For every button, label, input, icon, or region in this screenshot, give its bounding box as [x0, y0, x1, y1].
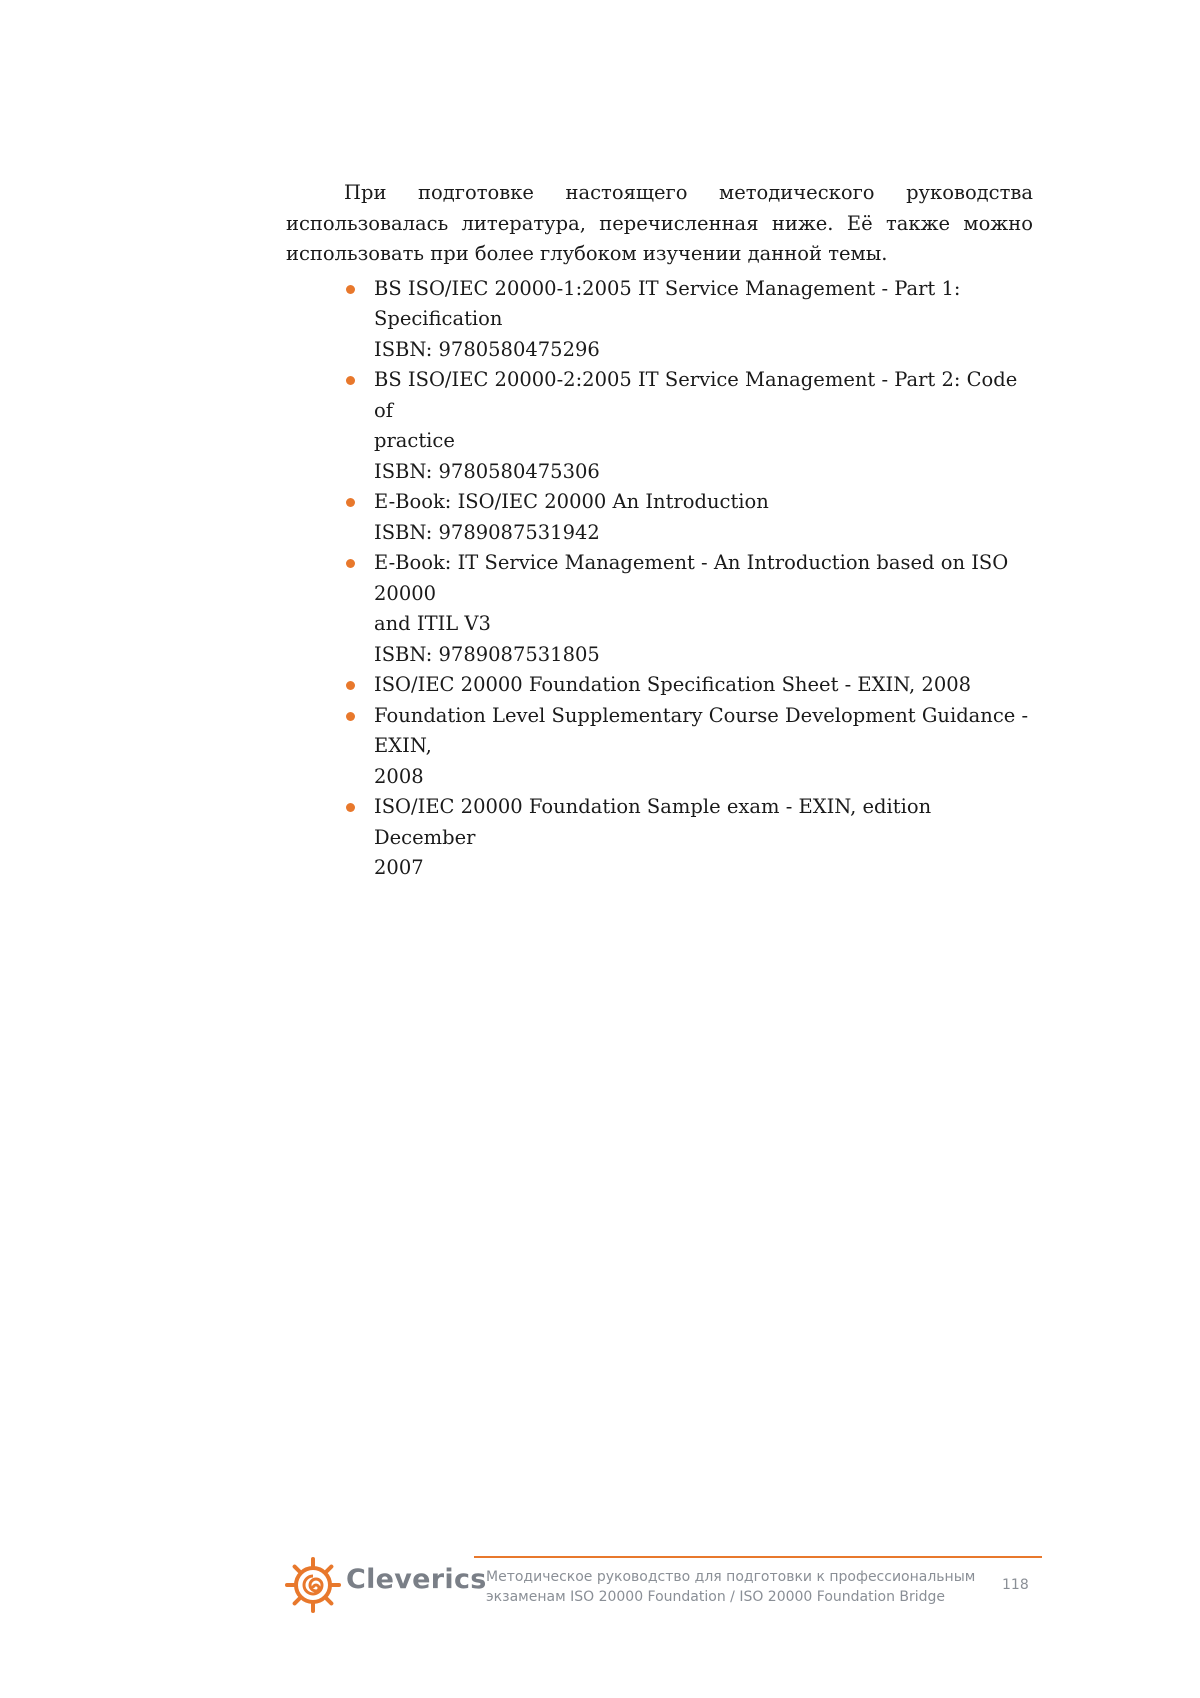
reference-line: ISBN: 9780580475306 [374, 459, 600, 483]
bullet-icon [346, 712, 355, 721]
reference-line: ISBN: 9789087531942 [374, 520, 600, 544]
reference-line: and ITIL V3 [374, 612, 491, 635]
bullet-icon [346, 559, 355, 568]
reference-line: practice [374, 429, 455, 452]
reference-line: E-Book: ISO/IEC 20000 An Introduction [374, 490, 769, 513]
bullet-icon [346, 681, 355, 690]
list-item [374, 792, 1033, 884]
footer-caption-line: экзаменам ISO 20000 Foundation / ISO 20000 Foundation Bridge [486, 1589, 946, 1605]
page-body [286, 178, 1033, 884]
list-item [374, 365, 1033, 487]
reference-line: 2008 [374, 764, 424, 788]
list-item [374, 548, 1033, 670]
reference-line: E-Book: IT Service Management - An Introduction based on ISO 20000 [374, 551, 1009, 605]
page-footer [280, 1552, 1050, 1622]
reference-line: Foundation Level Supplementary Course Development Guidance - EXIN, [374, 703, 1029, 757]
intro-paragraph: При подготовке настоящего методического руководства использовалась литература, перечисленная ниже. Её также можно использовать при более глубоком изучении данной темы. [286, 181, 1033, 265]
reference-line: ISO/IEC 20000 Foundation Specification Sheet - EXIN, 2008 [374, 673, 972, 696]
reference-line: 2007 [374, 856, 424, 879]
footer-caption-line: Методическое руководство для подготовки к профессиональным [486, 1569, 976, 1585]
reference-list [286, 274, 1033, 884]
reference-line: BS ISO/IEC 20000-1:2005 IT Service Management - Part 1: Specification [374, 276, 961, 330]
bullet-icon [346, 376, 355, 385]
logo-text: Cleverics [346, 1564, 487, 1595]
page-number: 118 [1002, 1577, 1029, 1593]
reference-line: ISBN: 9789087531805 [374, 642, 600, 666]
footer-divider [474, 1556, 1042, 1558]
reference-line: ISBN: 9780580475296 [374, 337, 600, 361]
bullet-icon [346, 285, 355, 294]
bullet-icon [346, 803, 355, 812]
cleverics-logo [284, 1552, 487, 1616]
list-item [374, 487, 1033, 548]
reference-line: ISO/IEC 20000 Foundation Sample exam - EXIN, edition December [374, 795, 932, 849]
list-item [374, 274, 1033, 366]
list-item [374, 670, 1033, 701]
ship-wheel-icon [284, 1556, 342, 1614]
bullet-icon [346, 498, 355, 507]
reference-line: BS ISO/IEC 20000-2:2005 IT Service Management - Part 2: Code of [374, 368, 1018, 422]
list-item [374, 701, 1033, 793]
footer-caption [486, 1567, 976, 1607]
